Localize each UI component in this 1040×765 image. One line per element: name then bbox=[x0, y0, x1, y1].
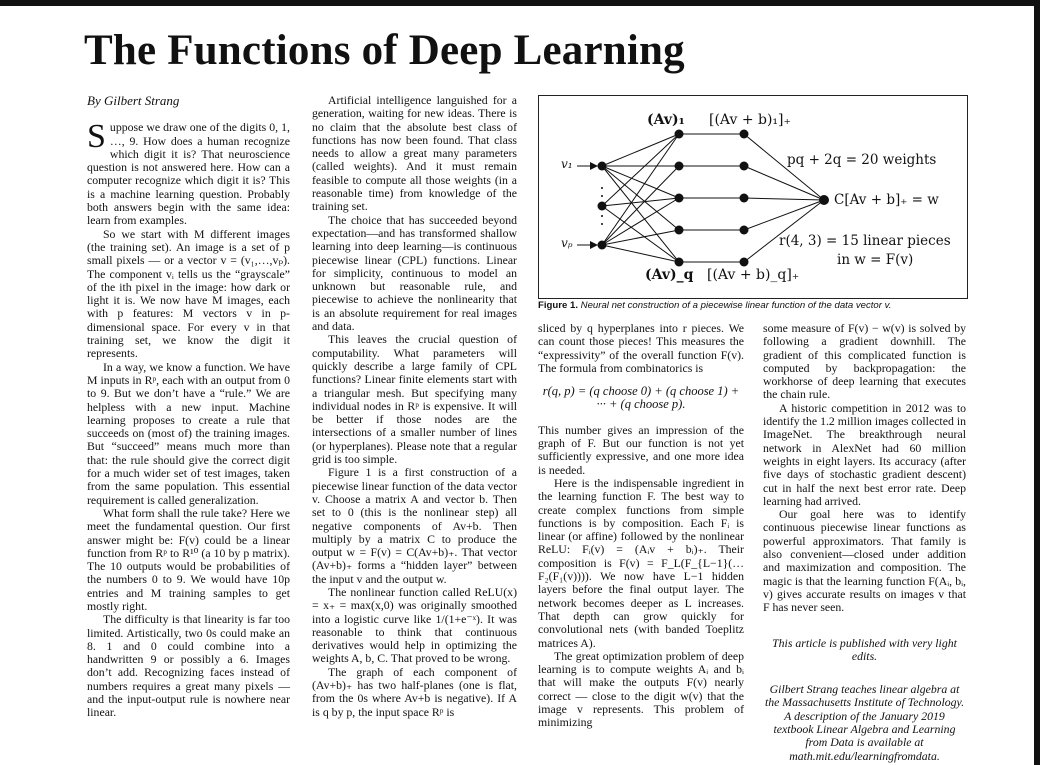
label-av1: (Av)₁ bbox=[647, 112, 685, 128]
col1-paragraph-4: What form shall the rule take? Here we meet the fundamental question. Our first answer might be: F(v) could be a linear function from Rᵖ to R¹⁰ (a 10 by p matrix). The 10 outputs would be probabilities of the numbers 0 to 9. We would have 10p entries and M training samples to get mostly right. bbox=[87, 505, 290, 613]
edit-note: This article is published with very light edits. bbox=[772, 635, 957, 663]
column-2 bbox=[312, 94, 517, 719]
input-node-mid bbox=[598, 202, 607, 211]
drop-cap: S bbox=[87, 118, 106, 156]
relu-node bbox=[740, 258, 749, 267]
col1-paragraph-5: The difficulty is that linearity is far too limited. Artistically, two 0s could make an 8. 1 and 0 could combine into a handwritten 9 or possibly a 6. Images don’t add. Recognizing faces instead of numbers requires a great many pixels — and the input-output rule is nowhere near linear. bbox=[87, 612, 290, 720]
col3-paragraph-3: Here is the indispensable ingredient in the learning function F. The best way to create complex functions from simple functions is by composition. Each Fᵢ is linear (or affine) followed by the nonlinear ReLU: Fᵢ(v) = (Aᵢv + bᵢ)₊. Their composition is F(v) = F_L(F_{L−1}(…F₂(F₁(v)))). We now have L−1 hidden layers before the final output layer. The network becomes deeper as L increases. That depth can grow quickly for convolutional nets (with banded Toeplitz matrices A). bbox=[538, 475, 744, 650]
relu-node bbox=[740, 162, 749, 171]
relu-node bbox=[740, 226, 749, 235]
author-credit: Gilbert Strang teaches linear algebra at the Massachusetts Institute of Technology. bbox=[764, 682, 965, 710]
neural-net-diagram bbox=[539, 96, 967, 298]
col2-paragraph-1: Artificial intelligence languished for a generation, waiting for new ideas. There is no claim that the absolute best class of functions has now been found. That class needs to allow a great many parameters (called weights). And it must remain feasible to compute all those weights (in a reasonable time) from knowledge of the training set. bbox=[312, 93, 517, 214]
relu-node bbox=[740, 194, 749, 203]
label-inw: in w = F(v) bbox=[837, 252, 914, 268]
col4-paragraph-3: Our goal here was to identify continuous piecewise linear functions as powerful approximators. That family is also convenient—closed under addition and maximization and composition. The magic is that the learning function F(Aᵢ, bᵢ, v) gives accurate results on images v that F has never seen. bbox=[763, 507, 966, 615]
output-node bbox=[819, 195, 829, 205]
input-node-vp bbox=[598, 241, 607, 250]
top-border bbox=[0, 0, 1040, 6]
label-output: C[Av + b]₊ = w bbox=[834, 192, 939, 208]
hidden-node bbox=[675, 258, 684, 267]
col1-paragraph-3: In a way, we know a function. We have M inputs in Rᵖ, each with an output from 0 to 9. But we don’t have a “rule.” We are helpless with a new input. Machine learning proposes to create a rule that succeeds on (most of) the training images. But “succeed” means much more than that: the rule should give the correct digit for a much wider set of test images, taken from the same population. This essential requirement is called generalization. bbox=[87, 359, 290, 507]
column-1 bbox=[87, 94, 290, 720]
label-avq: (Av)_q bbox=[645, 267, 694, 283]
col4-paragraph-1: some measure of F(v) − w(v) is solved by following a gradient downhill. The gradient of this complicated function is computed by backpropagation: the workhorse of deep learning that executes the chain rule. bbox=[763, 321, 966, 402]
figure-caption bbox=[538, 300, 968, 311]
combinatorics-formula: r(q, p) = (q choose 0) + (q choose 1) + ··· + (q choose p). bbox=[542, 384, 740, 412]
label-relu1: [(Av + b)₁]₊ bbox=[709, 112, 791, 128]
col2-paragraph-4: Figure 1 is a first construction of a piecewise linear function of the data vector v. Choose a matrix A and vector b. Then set to 0 (this is the nonlinear step) all negative components of Av+b. Then multiply by a matrix C to produce the output w = F(v) = C(Av+b)₊. That vector (Av+b)₊ forms a “hidden layer” between the input v and the output w. bbox=[312, 465, 517, 586]
hidden-node bbox=[675, 226, 684, 235]
label-v1: v₁ bbox=[561, 157, 573, 171]
caption-label: Figure 1. bbox=[538, 300, 578, 311]
caption-text: Neural net construction of a piecewise linear function of the data vector v. bbox=[580, 300, 892, 311]
label-weights: pq + 2q = 20 weights bbox=[787, 152, 937, 168]
column-3 bbox=[538, 322, 744, 730]
label-vp: vₚ bbox=[561, 236, 573, 250]
col2-paragraph-6: The graph of each component of (Av+b)₊ has two half-planes (one is flat, from the 0s where Av+b is negative). If A is q by p, the input space Rᵖ is bbox=[312, 664, 517, 719]
hidden-node bbox=[675, 130, 684, 139]
column-4 bbox=[763, 322, 966, 763]
col2-paragraph-5: The nonlinear function called ReLU(x) = x₊ = max(x,0) was originally smoothed into a logistic curve like 1/(1+e⁻ˣ). It was reasonable to think that continuous derivatives would help in optimizing the weights A, b, C. That proved to be wrong. bbox=[312, 584, 517, 666]
col3-paragraph-1: sliced by q hyperplanes into r pieces. We can count those pieces! This measures the “expressivity” of the overall function F(v). The formula from combinatorics is bbox=[538, 321, 744, 375]
hidden-node bbox=[675, 162, 684, 171]
hidden-node bbox=[675, 194, 684, 203]
col1-p1-text: uppose we draw one of the digits 0, 1, …, 9. How does a human recognize which digit it is? That neuroscience question is not answered here. How can a computer recognize which digit it is? This is a machine learning question. Probably both answers begin with the same idea: learn from examples. bbox=[87, 120, 290, 228]
byline: By Gilbert Strang bbox=[87, 93, 180, 108]
label-pieces: r(4, 3) = 15 linear pieces bbox=[779, 233, 951, 249]
col3-paragraph-2: This number gives an impression of the graph of F. But our function is not yet sufficiently expressive, and one more idea is needed. bbox=[538, 422, 744, 477]
col3-paragraph-4: The great optimization problem of deep learning is to compute weights Aᵢ and bᵢ that will make the outputs F(v) nearly correct — close to the digit w(v) that the image v represents. This problem of minimizing bbox=[538, 648, 744, 730]
col2-paragraph-2: The choice that has succeeded beyond expectation—and has transformed shallow learning into deep learning—is continuous piecewise linear (CPL) functions. Linear for simplicity, continuous to model an unknown but reasonable rule, and piecewise to achieve the nonlinearity that is an absolute requirement for real images and data. bbox=[312, 212, 517, 334]
relu-node bbox=[740, 130, 749, 139]
textbook-credit: A description of the January 2019 textbook Linear Algebra and Learning from Data is available at math.mit.edu/learningfromdata. bbox=[773, 708, 956, 763]
right-border bbox=[1034, 0, 1040, 765]
label-reluq: [(Av + b)_q]₊ bbox=[707, 267, 800, 283]
col4-paragraph-2: A historic competition in 2012 was to identify the 1.2 million images collected in ImageNet. The breakthrough neural network in AlexNet had 60 million weights in eight layers. Its accuracy (after five days of stochastic gradient descent) cut in half the next best error rate. Deep learning had arrived. bbox=[763, 400, 966, 508]
input-node-v1 bbox=[598, 162, 607, 171]
col1-paragraph-1 bbox=[87, 118, 290, 228]
col1-paragraph-2: So we start with M different images (the training set). An image is a set of p small pixels — or a vector v = (v₁,…,vₚ). The component vᵢ tells us the “grayscale” of the ith pixel in the image: how dark or light it is. We now have M images, each with p features: M vectors v in p-dimensional space. For every v in that training set, we know the digit it represents. bbox=[87, 226, 290, 361]
article-title: The Functions of Deep Learning bbox=[84, 27, 685, 74]
figure-1 bbox=[538, 95, 968, 299]
col2-paragraph-3: This leaves the crucial question of computability. What parameters will quickly describe a large family of CPL functions? Linear finite elements start with a triangular mesh. But specifying many individual nodes in Rᵖ is expensive. It will be better if those nodes are the intersections of a smaller number of lines (or hyperplanes). Please note that a regular grid is too simple. bbox=[312, 332, 517, 467]
